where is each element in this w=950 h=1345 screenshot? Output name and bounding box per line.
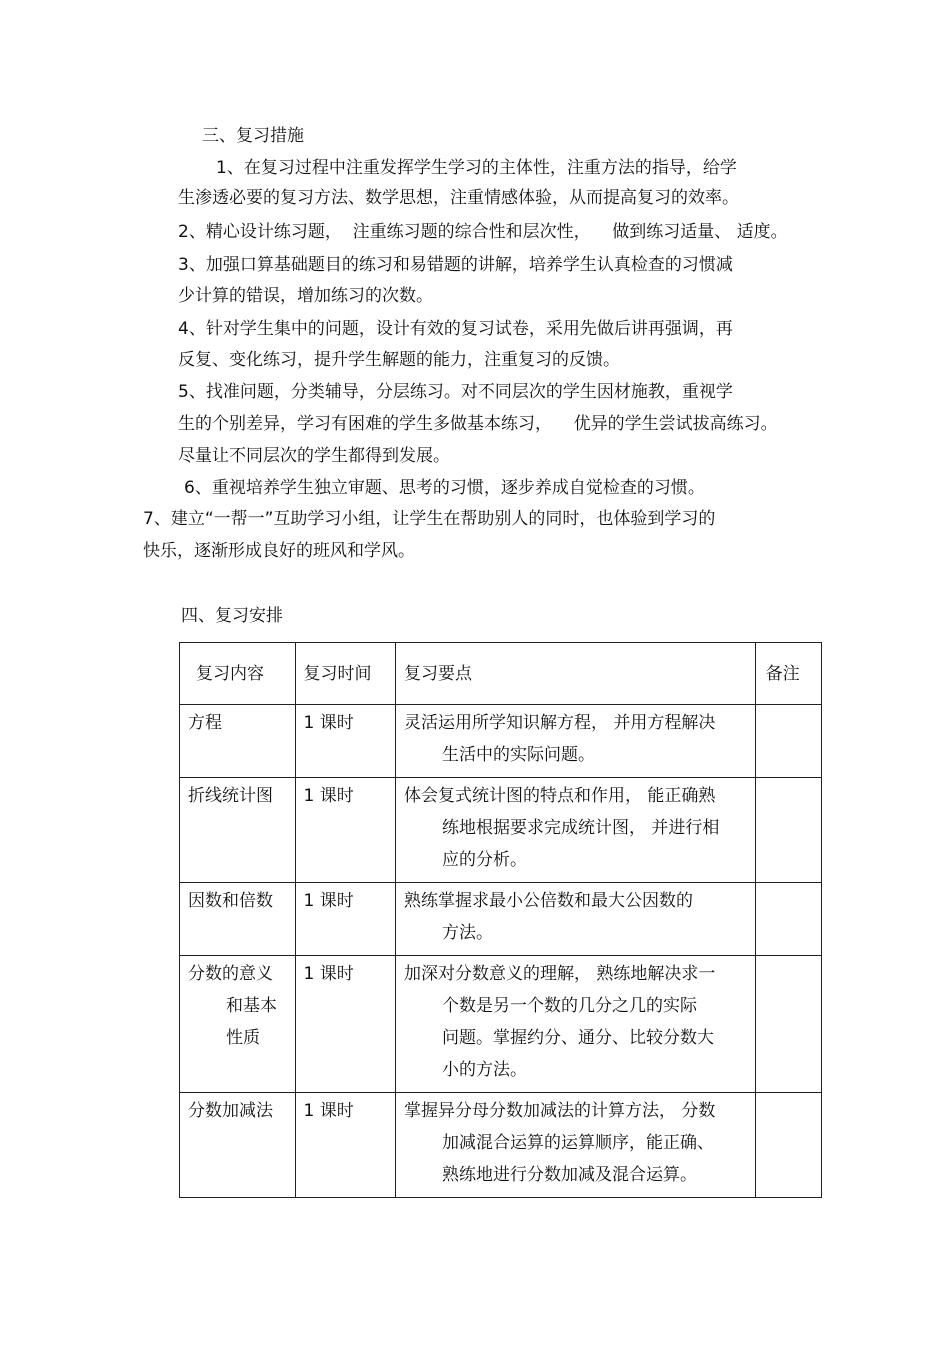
paragraph-line: 4、针对学生集中的问题，设计有效的复习试卷，采用先做后讲再强调，再 [178, 319, 733, 339]
table-row [180, 956, 822, 1093]
paragraph-line: 反复、变化练习，提升学生解题的能力，注重复习的反馈。 [178, 350, 620, 370]
paragraph-line: 快乐，逐渐形成良好的班风和学风。 [143, 541, 415, 561]
cell-content: 因数和倍数 [180, 883, 296, 956]
cell-time: 1 课时 [295, 883, 395, 956]
cell-content: 折线统计图 [180, 778, 296, 883]
review-schedule-table [179, 642, 822, 1198]
table-row [180, 1093, 822, 1198]
cell-content: 分数的意义 和基本 性质 [180, 956, 296, 1093]
cell-content: 分数加减法 [180, 1093, 296, 1198]
paragraph-line: 2、精心设计练习题， 注重练习题的综合性和层次性， 做到练习适量、 适度。 [178, 222, 788, 242]
section4-title: 四、复习安排 [181, 606, 283, 626]
cell-note [755, 778, 821, 883]
paragraph-line: 少计算的错误，增加练习的次数。 [178, 286, 433, 306]
cell-time: 1 课时 [295, 705, 395, 778]
table-row [180, 883, 822, 956]
cell-note [755, 705, 821, 778]
paragraph-line: 7、建立“一帮一”互助学习小组，让学生在帮助别人的同时，也体验到学习的 [143, 509, 716, 529]
paragraph-line: 生的个别差异，学习有困难的学生多做基本练习， 优异的学生尝试拔高练习。 [178, 414, 778, 434]
table-header-row [180, 643, 822, 705]
cell-points: 熟练掌握求最小公倍数和最大公因数的 方法。 [396, 883, 756, 956]
header-time: 复习时间 [295, 643, 395, 705]
cell-note [755, 883, 821, 956]
header-points: 复习要点 [396, 643, 756, 705]
cell-points: 灵活运用所学知识解方程， 并用方程解决 生活中的实际问题。 [396, 705, 756, 778]
paragraph-line: 生渗透必要的复习方法、数学思想，注重情感体验，从而提高复习的效率。 [178, 188, 739, 208]
cell-points: 掌握异分母分数加减法的计算方法， 分数 加减混合运算的运算顺序，能正确、 熟练地进行分数加减及混合运算。 [396, 1093, 756, 1198]
paragraph-line: 尽量让不同层次的学生都得到发展。 [178, 446, 450, 466]
cell-points: 加深对分数意义的理解， 熟练地解决求一 个数是另一个数的几分之几的实际 问题。掌握约分、通分、比较分数大 小的方法。 [396, 956, 756, 1093]
cell-note [755, 956, 821, 1093]
cell-time: 1 课时 [295, 778, 395, 883]
cell-note [755, 1093, 821, 1198]
header-note: 备注 [755, 643, 821, 705]
table-row [180, 705, 822, 778]
cell-time: 1 课时 [295, 1093, 395, 1198]
cell-points: 体会复式统计图的特点和作用， 能正确熟 练地根据要求完成统计图， 并进行相 应的分析。 [396, 778, 756, 883]
cell-time: 1 课时 [295, 956, 395, 1093]
paragraph-line: 3、加强口算基础题目的练习和易错题的讲解，培养学生认真检查的习惯减 [178, 255, 733, 275]
paragraph-line: 5、找准问题，分类辅导，分层练习。对不同层次的学生因材施教，重视学 [178, 382, 733, 402]
paragraph-line: 1、在复习过程中注重发挥学生学习的主体性，注重方法的指导，给学 [216, 158, 737, 178]
paragraph-line: 6、重视培养学生独立审题、思考的习惯，逐步养成自觉检查的习惯。 [184, 478, 705, 498]
header-content: 复习内容 [180, 643, 296, 705]
cell-content: 方程 [180, 705, 296, 778]
section3-title: 三、复习措施 [202, 126, 304, 146]
table-row [180, 778, 822, 883]
